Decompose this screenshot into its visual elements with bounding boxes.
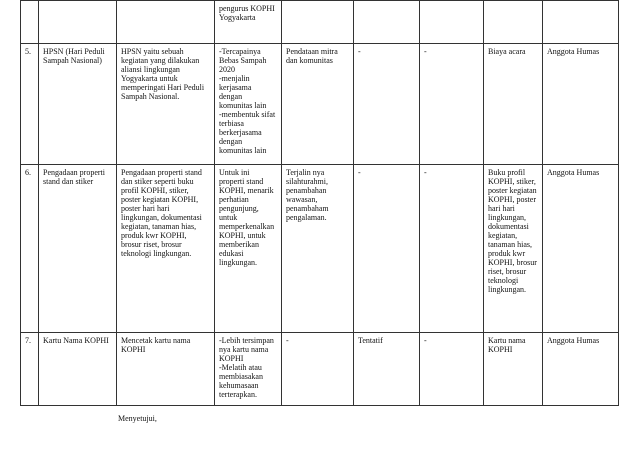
cell-output: -Lebih tersimpan nya kartu nama KOPHI -Melatih atau membiasakan kehumasaan terterapkan. bbox=[215, 333, 282, 406]
cell-kebutuhan: Buku profil KOPHI, stiker, poster kegiatan KOPHI, poster hari hari lingkungan, dokumentasi kegiatan, tanaman hias, produk kwr KOPHI, brosur riset, brosur teknologi lingkungan. bbox=[484, 165, 543, 333]
cell-kegiatan: Kartu Nama KOPHI bbox=[39, 333, 117, 406]
cell-indikator: Pendataan mitra dan komunitas bbox=[282, 44, 354, 165]
cell-kegiatan: Pengadaan properti stand dan stiker bbox=[39, 165, 117, 333]
table-row bbox=[21, 333, 619, 406]
cell-output: -Tercapainya Bebas Sampah 2020 -menjalin kerjasama dengan komunitas lain -membentuk sifat terbiasa berkerjasama dengan komunitas lain bbox=[215, 44, 282, 165]
cell-no: 5. bbox=[21, 44, 39, 165]
cell-kebutuhan bbox=[484, 1, 543, 44]
cell-anggaran bbox=[354, 1, 420, 44]
cell-sumber: - bbox=[420, 165, 484, 333]
cell-sumber bbox=[420, 1, 484, 44]
table-row bbox=[21, 44, 619, 165]
cell-kebutuhan: Kartu nama KOPHI bbox=[484, 333, 543, 406]
cell-pj bbox=[543, 1, 619, 44]
approval-label: Menyetujui, bbox=[118, 414, 157, 423]
cell-anggaran: - bbox=[354, 44, 420, 165]
table-row bbox=[21, 165, 619, 333]
cell-anggaran: - bbox=[354, 165, 420, 333]
cell-sumber: - bbox=[420, 333, 484, 406]
cell-indikator: - bbox=[282, 333, 354, 406]
cell-pj: Anggota Humas bbox=[543, 333, 619, 406]
cell-deskripsi bbox=[117, 1, 215, 44]
cell-indikator: Terjalin nya silahturahmi, penambahan wawasan, penambaham pengalaman. bbox=[282, 165, 354, 333]
cell-pj: Anggota Humas bbox=[543, 44, 619, 165]
work-program-table bbox=[20, 0, 619, 406]
cell-no: 6. bbox=[21, 165, 39, 333]
cell-sumber: - bbox=[420, 44, 484, 165]
cell-kegiatan bbox=[39, 1, 117, 44]
cell-kegiatan: HPSN (Hari Peduli Sampah Nasional) bbox=[39, 44, 117, 165]
cell-anggaran: Tentatif bbox=[354, 333, 420, 406]
cell-output: pengurus KOPHI Yogyakarta bbox=[215, 1, 282, 44]
cell-kebutuhan: Biaya acara bbox=[484, 44, 543, 165]
cell-output: Untuk ini properti stand KOPHI, menarik perhatian pengunjung, untuk memperkenalkan KOPHI, untuk memberikan edukasi lingkungan. bbox=[215, 165, 282, 333]
cell-pj: Anggota Humas bbox=[543, 165, 619, 333]
table-row bbox=[21, 1, 619, 44]
cell-deskripsi: Mencetak kartu nama KOPHI bbox=[117, 333, 215, 406]
cell-indikator bbox=[282, 1, 354, 44]
cell-deskripsi: Pengadaan properti stand dan stiker seperti buku profil KOPHI, stiker, poster kegiatan KOPHI, poster hari hari lingkungan, dokumentasi kegiatan, tanaman hias, produk kwr KOPHI, brosur riset, brosur teknologi lingkungan. bbox=[117, 165, 215, 333]
cell-no bbox=[21, 1, 39, 44]
cell-no: 7. bbox=[21, 333, 39, 406]
cell-deskripsi: HPSN yaitu sebuah kegiatan yang dilakukan aliansi lingkungan Yogyakarta untuk memperingati Hari Peduli Sampah Nasional. bbox=[117, 44, 215, 165]
